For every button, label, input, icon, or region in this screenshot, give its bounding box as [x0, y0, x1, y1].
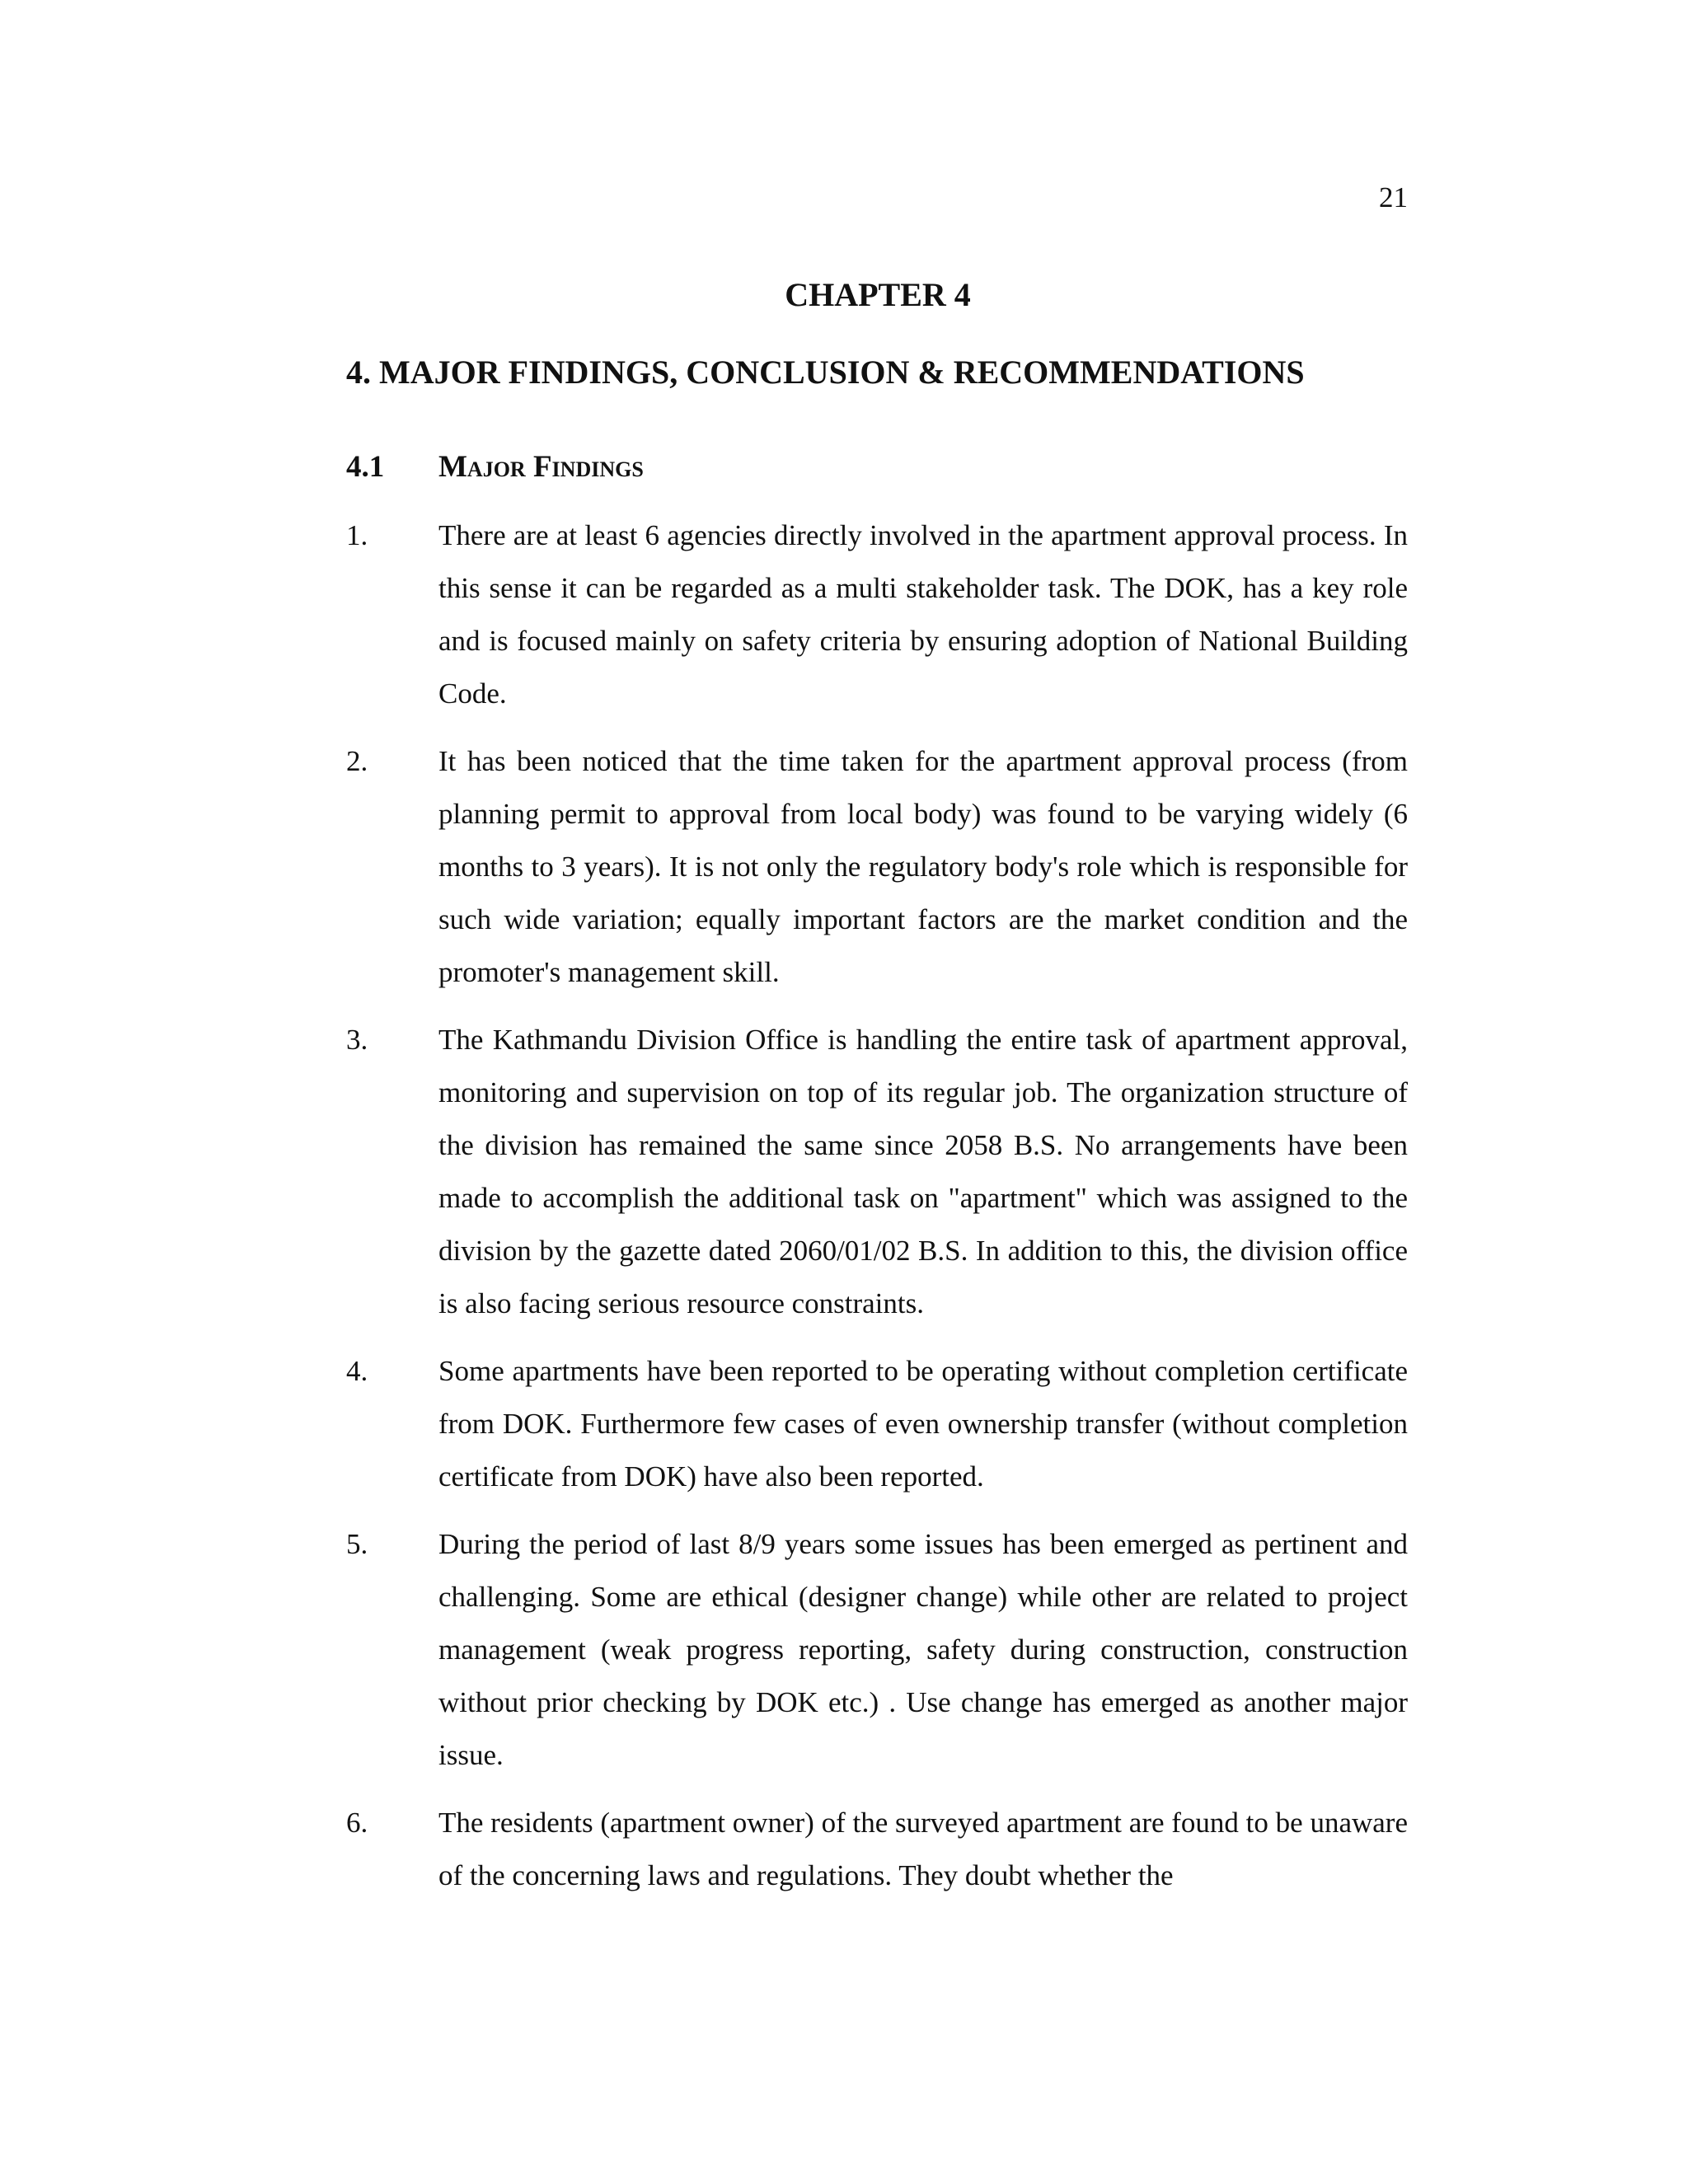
section-title: Major Findings [438, 450, 644, 484]
finding-text: During the period of last 8/9 years some issues has been emerged as pertinent and challenging. Some are ethical (designer change) while other are related to project management (weak progress reporting, safety during construction, construction without prior checking by DOK etc.) . Use change has emerged as another major issue. [438, 1528, 1408, 1771]
chapter-label: CHAPTER 4 [785, 276, 971, 313]
section-heading [346, 452, 644, 482]
finding-item-6 [346, 1797, 1408, 1902]
finding-number: 4. [346, 1355, 368, 1387]
finding-number: 5. [346, 1528, 368, 1560]
finding-text: It has been noticed that the time taken for the apartment approval process (from planning permit to approval from local body) was found to be varying widely (6 months to 3 years). It is not only the regulatory body's role which is responsible for such wide variation; equally important factors are the market condition and the promoter's management skill. [438, 745, 1408, 988]
finding-number: 2. [346, 745, 368, 777]
page-number: 21 [1379, 181, 1408, 213]
section-number: 4.1 [346, 450, 385, 484]
finding-item-2 [346, 735, 1408, 999]
finding-text: There are at least 6 agencies directly involved in the apartment approval process. In this sense it can be regarded as a multi stakeholder task. The DOK, has a key role and is focused mainly on safety criteria by ensuring adoption of National Building Code. [438, 519, 1408, 710]
finding-item-1 [346, 509, 1408, 720]
finding-text: Some apartments have been reported to be operating without completion certificate from DOK. Furthermore few cases of even ownership transfer (without completion certificate from DOK) have also been reported. [438, 1355, 1408, 1493]
finding-number: 1. [346, 519, 368, 551]
findings-list [346, 509, 1408, 1917]
finding-item-5 [346, 1518, 1408, 1782]
chapter-heading: 4. MAJOR FINDINGS, CONCLUSION & RECOMMENDATIONS [346, 354, 1305, 391]
finding-item-4 [346, 1345, 1408, 1503]
finding-text: The Kathmandu Division Office is handling the entire task of apartment approval, monitoring and supervision on top of its regular job. The organization structure of the division has remained the same since 2058 B.S. No arrangements have been made to accomplish the additional task on "apartment" which was assigned to the division by the gazette dated 2060/01/02 B.S. In addition to this, the division office is also facing serious resource constraints. [438, 1024, 1408, 1319]
finding-text: The residents (apartment owner) of the surveyed apartment are found to be unaware of the concerning laws and regulations. They doubt whether the [438, 1807, 1408, 1891]
finding-number: 3. [346, 1024, 368, 1056]
finding-item-3 [346, 1014, 1408, 1330]
finding-number: 6. [346, 1807, 368, 1839]
